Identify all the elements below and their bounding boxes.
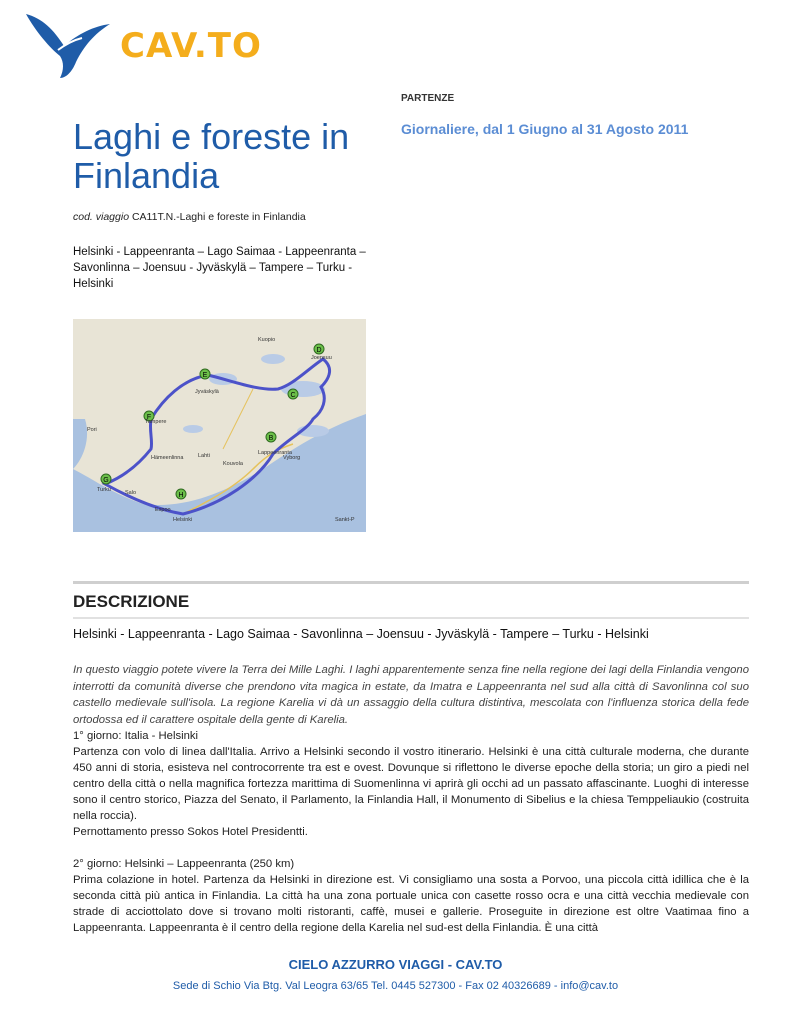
trip-code [73, 211, 306, 223]
footer-address: Sede di Schio Via Btg. Val Leogra 63/65 Tel. 0445 527300 - Fax 02 40326689 - info@cav.to [172, 980, 619, 992]
logo-wordmark: CAV.TO [120, 26, 262, 66]
departures-value: Giornaliere, dal 1 Giugno al 31 Agosto 2011 [401, 121, 689, 137]
page-title: Laghi e foreste in Finlandia [73, 116, 350, 196]
svg-text:Jyväskylä: Jyväskylä [195, 389, 219, 395]
svg-text:C: C [290, 392, 296, 399]
route-full: Helsinki - Lappeenranta - Lago Saimaa - Savonlinna – Joensuu - Jyväskylä - Tampere – Turku - Helsinki [73, 627, 649, 641]
svg-text:Sankt-P: Sankt-P [335, 517, 355, 523]
svg-text:Hämeenlinna: Hämeenlinna [151, 455, 184, 461]
day1-text: Partenza con volo di linea dall'Italia. Arrivo a Helsinki secondo il vostro itinerario. Helsinki è una città culturale moderna, che durante 450 anni di storia, esisteva nel controcorrente tra est e ovest. Dovunque si riflettono le diverse epoche della storia; un giro a piedi nel centro della città o nella magnifica fortezza marittima di Suomenlinna vi aprirà gli occhi ad un passato affascinante. Luoghi di interesse sono il centro storico, Piazza del Senato, il Parlamento, la Finlandia Hall, il Monumento di Sibelius e la chiesa Temppeliaukio (costruita nella roccia). [73, 746, 749, 822]
day2-title: 2° giorno: Helsinki – Lappeenranta (250 km) [73, 858, 295, 870]
day2-text: Prima colazione in hotel. Partenza da Helsinki in direzione est. Vi consigliamo una sosta a Porvoo, una piccola città idillica che è la seconda città più antica in Finlandia. La città ha una zona portuale unica con casette rosso ocra e una città vecchia medievale con strade di acciottolato dove si trovano molti ristoranti, caffè, musei e gallerie. Proseguite in direzione est oltre Vaatimaa fino a Lappeenranta. Lappeenranta è il centro della regione della Karelia nel sud-est della Finlandia. È una città [73, 874, 749, 934]
svg-text:F: F [146, 414, 152, 421]
section-divider [73, 581, 749, 584]
trip-code-value: CA11T.N.-Laghi e foreste in Finlandia [131, 211, 306, 223]
svg-text:Turku: Turku [97, 487, 111, 493]
svg-text:Salo: Salo [125, 490, 137, 496]
route-map [73, 319, 366, 532]
svg-text:Joensuu: Joensuu [311, 355, 332, 361]
svg-text:H: H [178, 492, 184, 499]
svg-text:E: E [202, 372, 208, 379]
description-heading: DESCRIZIONE [73, 592, 190, 611]
svg-text:B: B [268, 435, 274, 442]
departures-label: PARTENZE [401, 93, 455, 104]
day1-title: 1° giorno: Italia - Helsinki [73, 730, 199, 742]
svg-text:Kuopio: Kuopio [258, 337, 276, 343]
svg-text:Kouvola: Kouvola [223, 461, 243, 467]
svg-text:Lappeenranta: Lappeenranta [258, 450, 292, 456]
trip-code-label: cod. viaggio [73, 211, 130, 223]
section-divider-thin [73, 617, 749, 619]
svg-text:G: G [103, 477, 109, 484]
day1-hotel: Pernottamento presso Sokos Hotel Presidentti. [73, 826, 308, 838]
itinerary [73, 728, 749, 936]
svg-text:Pori: Pori [87, 427, 97, 433]
svg-text:Lahti: Lahti [198, 453, 210, 459]
svg-text:Vyborg: Vyborg [283, 455, 301, 461]
svg-text:Espoo: Espoo [155, 507, 171, 513]
footer-title: CIELO AZZURRO VIAGGI - CAV.TO [288, 957, 503, 972]
svg-text:Helsinki: Helsinki [173, 517, 193, 523]
intro-paragraph: In questo viaggio potete vivere la Terra dei Mille Laghi. I laghi apparentemente senza fine nella regione dei lagi della Finlandia vengono interrotti da comunità diverse che prendono vita magica in estate, da Imatra e Lappeenranta nel sud alla città di Savonlinna col suo castello medievale sull'isola. La regione Karelia vi dà un assaggio della cultura distintiva, mescolata con l'influenza storica della fede ortodossa ed il carattere ospitale della gente di Karelia. [73, 664, 749, 726]
route-summary: Helsinki - Lappeenranta – Lago Saimaa - Lappeenranta – Savonlinna – Joensuu - Jyväskylä – Tampere – Turku - Helsinki [73, 246, 366, 290]
svg-text:D: D [316, 347, 322, 354]
svg-text:Tampere: Tampere [145, 419, 167, 425]
